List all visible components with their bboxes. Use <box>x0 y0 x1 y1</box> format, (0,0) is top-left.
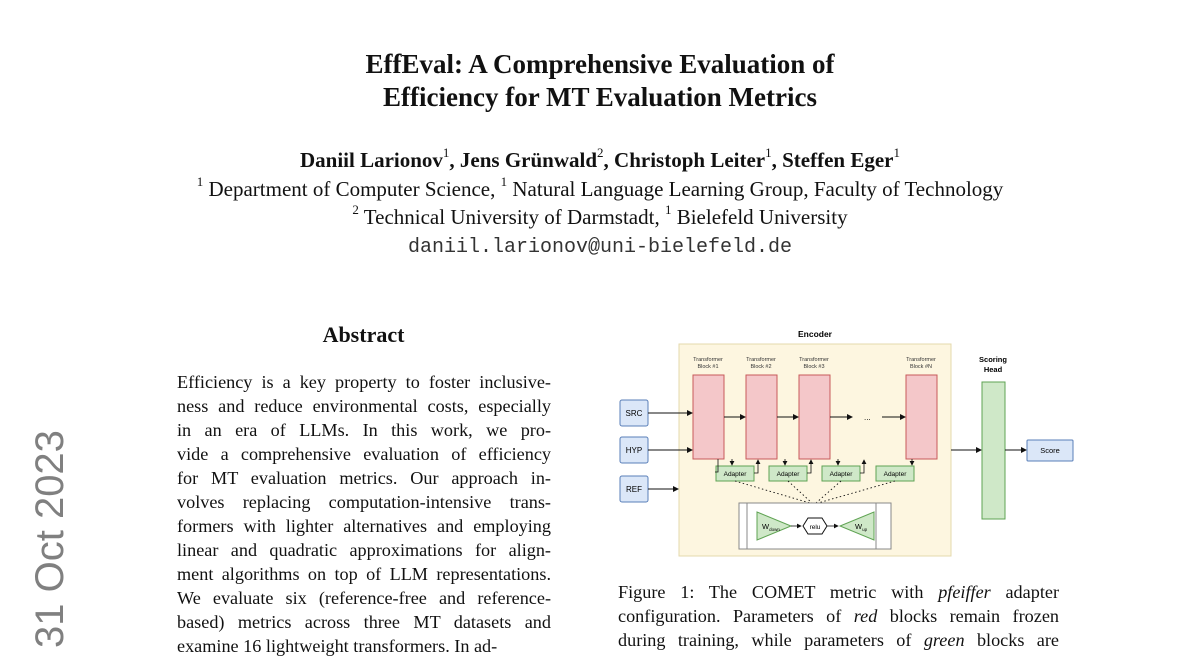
comet-adapter-figure <box>612 322 1082 562</box>
affil-mark: 1 <box>664 202 672 217</box>
block-label: Transformer <box>906 357 936 363</box>
affil-mark: 1 <box>196 174 204 189</box>
paper-title-line-2: Efficiency for MT Evaluation Metrics <box>383 82 817 112</box>
transformer-block-2 <box>746 375 777 459</box>
scoring-head-label: Head <box>983 365 1003 374</box>
abstract-line: We evaluate six (reference-free and reference- <box>177 588 551 608</box>
caption-text: blocks are <box>964 630 1059 650</box>
author-list: Daniil Larionov$^1$, Jens Grünwald$^2$, Christoph Leiter$^1$, Steffen Eger$^1$ <box>299 145 901 172</box>
abstract-line: vide a comprehensive evaluation of efficiency <box>177 444 551 464</box>
adapter-label: Adapter <box>723 471 747 478</box>
block-label: Block #N <box>909 364 933 370</box>
adapter-label: Adapter <box>776 471 800 478</box>
paper-title-line-1: EffEval: A Comprehensive Evaluation of <box>365 49 835 79</box>
input-label: HYP <box>625 446 643 455</box>
caption-line <box>618 604 1059 628</box>
affil-mark: 2 <box>352 202 359 217</box>
block-label: Transformer <box>799 357 829 363</box>
author-name: Daniil Larionov <box>299 148 443 172</box>
abstract-line: in an era of LLMs. In this work, we pro- <box>177 420 551 440</box>
input-label: SRC <box>625 409 643 418</box>
caption-text: during training, while parameters of <box>618 630 924 650</box>
caption-text: Figure 1: The COMET metric with <box>618 582 939 602</box>
abstract-line: linear and quadratic approximations for align- <box>177 540 551 560</box>
transformer-block-1 <box>693 375 724 459</box>
author-affil-mark: 1 <box>893 145 901 160</box>
abstract-line: for MT evaluation metrics. Our approach in- <box>177 468 551 488</box>
author-affil-mark: 1 <box>442 145 450 160</box>
abstract-line: Efficiency is a key property to foster inclusive- <box>177 372 551 392</box>
block-label: Block #1 <box>697 364 719 370</box>
caption-text: adapter <box>990 582 1059 602</box>
author-name: Christoph Leiter <box>614 148 766 172</box>
w-down-label: $W_{down}$ <box>762 522 780 532</box>
affil-mark: 1 <box>500 174 508 189</box>
abstract-line: formers with lighter alternatives and employing <box>177 516 551 536</box>
input-label: REF <box>626 485 642 494</box>
scoring-head <box>982 382 1005 519</box>
author-affil-mark: 1 <box>765 145 772 160</box>
abstract-line: volves replacing computation-intensive trans- <box>177 492 551 512</box>
abstract-heading: Abstract <box>322 322 405 347</box>
scoring-head-label: Scoring <box>979 355 1007 364</box>
encoder-label: Encoder <box>797 329 833 339</box>
relu-label: relu <box>809 524 821 531</box>
author-email[interactable]: daniil.larionov@uni-bielefeld.de <box>407 236 793 259</box>
block-label: Block #3 <box>803 364 825 370</box>
adapter-label: Adapter <box>883 471 907 478</box>
block-label: Transformer <box>746 357 776 363</box>
author-name: Jens Grünwald <box>459 148 598 172</box>
abstract-line: based) metrics across three MT datasets and <box>177 612 551 632</box>
affiliation-line-2 <box>0 202 1200 230</box>
block-label: Transformer <box>693 357 723 363</box>
caption-emphasis: red <box>853 606 878 626</box>
abstract-line: examine 16 lightweight transformers. In ad- <box>177 636 498 656</box>
author-affil-mark: 2 <box>597 145 604 160</box>
caption-text: blocks remain frozen <box>877 606 1059 626</box>
author-name: Steffen Eger <box>782 148 894 172</box>
caption-text: configuration. Parameters of <box>618 606 854 626</box>
arxiv-date-stamp: 31 Oct 2023 <box>28 430 72 648</box>
abstract-line: ness and reduce environmental costs, especially <box>177 396 551 416</box>
abstract-line: ment algorithms on top of LLM representations. <box>177 564 551 584</box>
affil-text: Technical University of Darmstadt, <box>358 205 665 229</box>
transformer-block-3 <box>799 375 830 459</box>
caption-emphasis: green <box>923 630 965 650</box>
score-label: Score <box>1040 446 1060 455</box>
w-up-label: $W_{up}$ <box>855 522 868 532</box>
affil-text: Department of Computer Science, <box>203 177 501 201</box>
ellipsis: ... <box>864 413 871 422</box>
block-label: Block #2 <box>750 364 772 370</box>
caption-emphasis: pfeiffer <box>938 582 991 602</box>
adapter-label: Adapter <box>829 471 853 478</box>
caption-line <box>618 580 1059 604</box>
caption-line <box>618 628 1059 652</box>
affil-text: Natural Language Learning Group, Faculty of Technology <box>507 177 1004 201</box>
affil-text: Bielefeld University <box>671 205 848 229</box>
affiliation-line-1 <box>0 174 1200 202</box>
transformer-block-n <box>906 375 937 459</box>
